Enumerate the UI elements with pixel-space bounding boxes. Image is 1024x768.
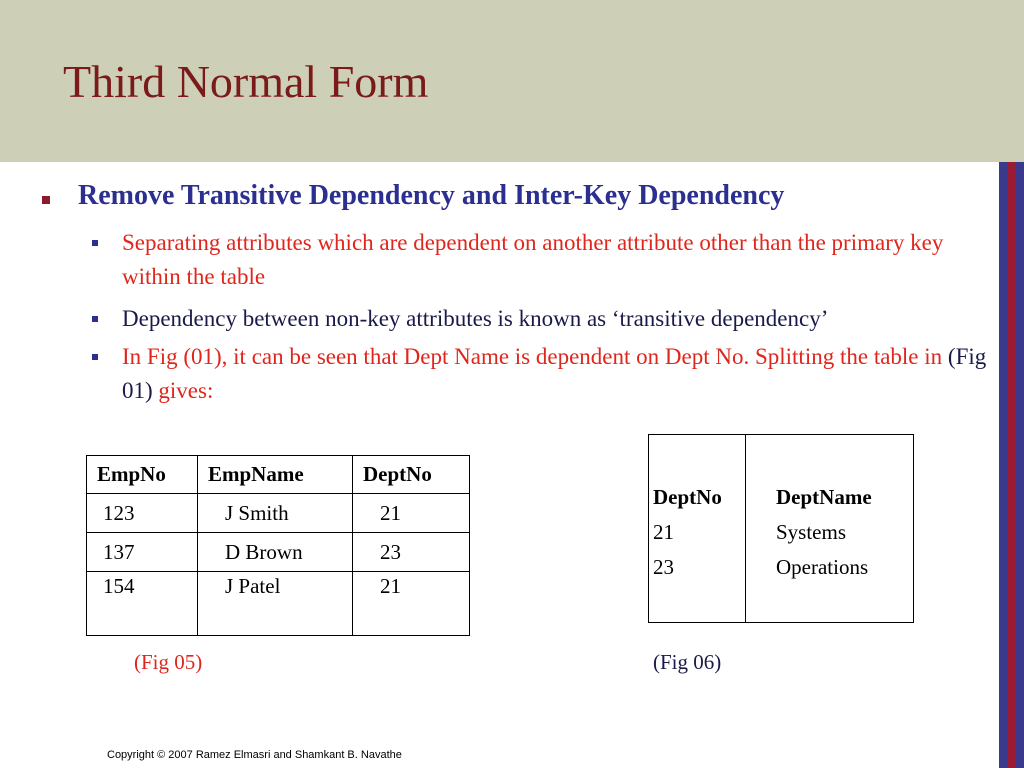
sub-bullet-text-3-main: In Fig (01), it can be seen that Dept Name is dependent on Dept No. Splitting the table in — [122, 344, 943, 369]
table-row — [87, 572, 470, 636]
copyright-footer: Copyright © 2007 Ramez Elmasri and Shamkant B. Navathe — [107, 749, 402, 761]
table-cell: 123 — [87, 494, 198, 533]
sub-bullet-text-3 — [122, 340, 1002, 408]
decorative-stripe-blue-outer — [1016, 162, 1024, 768]
table-cell: 21 — [353, 494, 470, 533]
table-cell: Operations — [746, 551, 914, 623]
table-row — [87, 494, 470, 533]
slide-title: Third Normal Form — [63, 56, 429, 107]
table-cell: 21 — [353, 572, 470, 636]
decorative-stripe-red — [1007, 162, 1016, 768]
table-header-row — [87, 456, 470, 494]
table-row — [649, 514, 914, 551]
sub-bullet-fig-ref: (Fig 01) — [122, 344, 987, 403]
fig06-department-table — [648, 434, 914, 623]
sub-bullet-text-3-end: gives: — [158, 378, 214, 403]
fig05-caption: (Fig 05) — [134, 650, 203, 674]
table-row — [87, 533, 470, 572]
square-bullet-icon — [42, 196, 50, 204]
column-header: DeptNo — [649, 435, 746, 515]
sub-bullet-text-1: Separating attributes which are dependent on another attribute other than the primary key within the table — [122, 230, 944, 289]
table-row — [649, 551, 914, 623]
column-header: DeptNo — [353, 456, 470, 494]
table-cell: 23 — [353, 533, 470, 572]
table-cell: J Smith — [198, 494, 353, 533]
table-cell: J Patel — [198, 572, 353, 636]
column-header: EmpName — [198, 456, 353, 494]
table-header-row — [649, 435, 914, 515]
fig06-caption: (Fig 06) — [653, 650, 722, 674]
table-cell: 154 — [87, 572, 198, 636]
sub-bullet-text-2: Dependency between non-key attributes is known as ‘transitive dependency’ — [122, 306, 829, 331]
square-bullet-icon — [92, 354, 98, 360]
table-cell: 137 — [87, 533, 198, 572]
table-cell: 21 — [649, 514, 746, 551]
square-bullet-icon — [92, 316, 98, 322]
table-cell: Systems — [746, 514, 914, 551]
column-header: EmpNo — [87, 456, 198, 494]
table-cell: D Brown — [198, 533, 353, 572]
main-bullet-text: Remove Transitive Dependency and Inter-Key Dependency — [78, 180, 785, 211]
table-cell: 23 — [649, 551, 746, 623]
fig05-employee-table — [86, 455, 470, 636]
column-header: DeptName — [746, 435, 914, 515]
square-bullet-icon — [92, 240, 98, 246]
